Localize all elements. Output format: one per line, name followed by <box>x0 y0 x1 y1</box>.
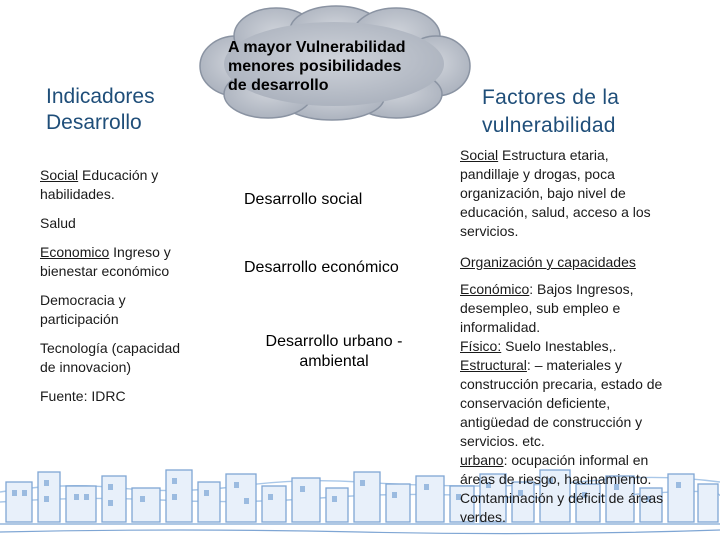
right-title-line-2: vulnerabilidad <box>482 114 616 137</box>
right-urbano-key: urbano <box>460 452 504 468</box>
right-item-factores-detalle <box>460 280 700 527</box>
right-economico-rest: : Bajos Ingresos, <box>529 281 634 297</box>
right-economico-key: Económico <box>460 281 530 297</box>
right-economico-line2: desempleo, sub empleo e <box>460 300 621 316</box>
left-democracia-line1: Democracia y <box>40 292 126 308</box>
right-estructural-rest: : – materiales y <box>526 357 622 373</box>
cloud-line-2: menores posibilidades <box>228 58 402 75</box>
left-tecnologia-line1: Tecnología (capacidad <box>40 340 181 356</box>
middle-urbano-line1: Desarrollo urbano - <box>265 333 403 350</box>
right-item-organizacion <box>460 253 700 272</box>
cloud-line-3: de desarrollo <box>228 77 329 94</box>
left-economico-key: Economico <box>40 244 110 260</box>
left-title <box>46 84 155 136</box>
left-item-tecnologia <box>40 339 210 377</box>
right-urbano-rest: : ocupación informal en <box>503 452 649 468</box>
right-estructural-line4: antigüedad de construcción y <box>460 414 643 430</box>
right-title-line-1: Factores de la <box>482 86 620 109</box>
right-urbano-line3: Contaminación y déficit de áreas <box>460 490 664 506</box>
left-social-line2: habilidades. <box>40 186 115 202</box>
left-item-democracia <box>40 291 210 329</box>
left-item-social <box>40 166 210 204</box>
middle-desarrollo-economico: Desarrollo económico <box>244 259 399 276</box>
left-economico-rest: Ingreso y <box>109 244 171 260</box>
left-tecnologia-line2: de innovacion) <box>40 359 132 375</box>
left-social-rest: Educación y <box>78 167 159 183</box>
middle-urbano-line2: ambiental <box>299 353 369 370</box>
right-fisico-key: Físico: <box>460 338 502 354</box>
right-urbano-line4: verdes. <box>460 509 506 525</box>
right-urbano-line2: áreas de riesgo, hacinamiento. <box>460 471 652 487</box>
cloud-message <box>228 38 450 95</box>
middle-desarrollo-social: Desarrollo social <box>244 191 363 208</box>
right-social-rest: Estructura etaria, <box>498 147 609 163</box>
middle-desarrollo-urbano <box>244 332 424 372</box>
left-democracia-line2: participación <box>40 311 119 327</box>
cloud-line-1: A mayor Vulnerabilidad <box>228 39 406 56</box>
right-social-line5: servicios. <box>460 223 519 239</box>
right-social-line4: educación, salud, acceso a los <box>460 204 651 220</box>
left-title-line-1: Indicadores <box>46 85 155 108</box>
left-item-salud: Salud <box>40 215 76 231</box>
left-social-key: Social <box>40 167 79 183</box>
right-title <box>482 84 619 140</box>
right-social-key: Social <box>460 147 499 163</box>
right-estructural-line3: conservación deficiente, <box>460 395 611 411</box>
left-title-line-2: Desarrollo <box>46 111 142 134</box>
right-item-social <box>460 146 700 241</box>
right-estructural-key: Estructural <box>460 357 527 373</box>
right-social-line2: pandillaje y drogas, poca <box>460 166 615 182</box>
right-organizacion-text: Organización y capacidades <box>460 254 636 270</box>
right-estructural-line2: construcción precaria, estado de <box>460 376 663 392</box>
right-estructural-line5: servicios. etc. <box>460 433 545 449</box>
left-economico-line2: bienestar económico <box>40 263 170 279</box>
left-item-fuente: Fuente: IDRC <box>40 388 126 404</box>
right-fisico-rest: Suelo Inestables,. <box>501 338 617 354</box>
left-item-economico <box>40 243 210 281</box>
right-social-line3: organización, bajo nivel de <box>460 185 626 201</box>
right-economico-line3: informalidad. <box>460 319 541 335</box>
